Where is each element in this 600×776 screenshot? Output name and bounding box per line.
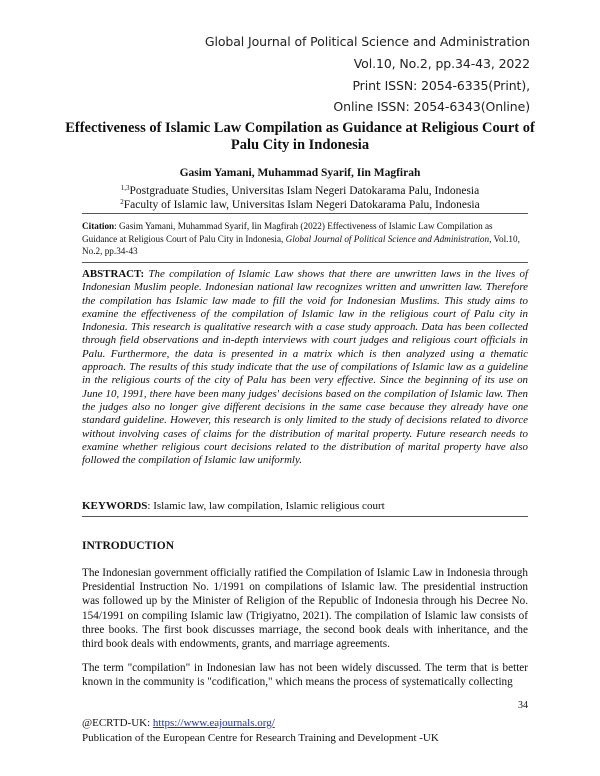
affiliation-1-sup: 1,3 <box>120 184 130 192</box>
introduction-paragraph-2: The term "compilation" in Indonesian law has not been widely discussed. The term that is better known in the community is "codification," which means the process of systematically collecting <box>82 662 528 689</box>
keywords <box>82 500 528 512</box>
citation-text: : Gasim Yamani, Muhammad Syarif, Iin Magfirah (2022) Effectiveness of Islamic Law Compilation as Guidance at Religious Court of Palu City in Indonesia, <box>82 221 493 244</box>
citation-journal: Global Journal of Political Science and Administration <box>285 233 490 244</box>
introduction-paragraph-1: The Indonesian government officially ratified the Compilation of Islamic Law in Indonesia through Presidential Instruction No. 1/1991 on compilations of Islamic law. The presidential instruction was followed up by the Minister of Religion of the Republic of Indonesia through his Decree No. 154/1991 on compiling Islamic law (Trigiyatno, 2021). The compilation of Islamic law consists of three books. The first book discusses marriage, the second book deals with inheritance, and the third book deals with endowments, grants, and marriage agreements. <box>82 567 528 651</box>
online-issn: Online ISSN: 2054-6343(Online) <box>333 99 530 114</box>
footer-ecrtd <box>82 716 275 730</box>
citation-label: Citation <box>82 221 115 231</box>
introduction-heading: INTRODUCTION <box>82 540 175 552</box>
journal-volume: Vol.10, No.2, pp.34-43, 2022 <box>353 56 530 71</box>
divider-top <box>82 213 528 214</box>
keywords-label: KEYWORDS <box>82 500 148 512</box>
journal-name: Global Journal of Political Science and Administration <box>204 34 530 49</box>
divider-citation <box>82 262 528 263</box>
keywords-text: : Islamic law, law compilation, Islamic religious court <box>147 500 385 512</box>
citation-tail: , Vol.10, No.2, pp.34-43 <box>82 233 520 256</box>
abstract-label: ABSTRACT: <box>82 268 145 280</box>
divider-keywords <box>82 516 528 517</box>
paper-authors: Gasim Yamani, Muhammad Syarif, Iin Magfirah <box>179 167 421 179</box>
affiliation-2-text: Faculty of Islamic law, Universitas Islam Negeri Datokarama Palu, Indonesia <box>123 199 480 211</box>
page-number: 34 <box>518 700 528 711</box>
footer-link[interactable]: https://www.eajournals.org/ <box>152 717 275 729</box>
print-issn: Print ISSN: 2054-6335(Print), <box>352 78 530 93</box>
abstract <box>82 268 528 467</box>
affiliation-2-sup: 2 <box>120 198 124 206</box>
citation <box>82 220 528 258</box>
paper-title: Effectiveness of Islamic Law Compilation as Guidance at Religious Court of Palu City in Indonesia <box>65 120 535 153</box>
affiliation-1-text: Postgraduate Studies, Universitas Islam Negeri Datokarama Palu, Indonesia <box>129 185 480 197</box>
footer-publisher: Publication of the European Centre for Research Training and Development -UK <box>82 732 439 744</box>
footer-prefix: @ECRTD-UK: <box>82 717 153 729</box>
abstract-text: The compilation of Islamic Law shows that there are unwritten laws in the lives of Indonesian Muslim people. Indonesian national law recognizes written and unwritten law. Therefore the compilation has Islamic law made to fill the void for Indonesian Muslims. This study aims to examine the effectiveness of the compilation of Islamic law in the religious court of Palu city in Indonesia. This research is qualitative research with a case study approach. Data has been collected through field observations and in-depth interviews with court judges and religious court officials in Palu. Furthermore, the data is presented in a matrix which is then analyzed using a thematic approach. The results of this study indicate that the use of compilations of Islamic law as a guideline in the religious courts of the city of Palu has been very effective. Since the beginning of its use on June 10, 1991, there have been many judges' decisions based on the compilation of Islamic law. Then the judges also no longer give different decisions in the same case because they already have one standard guideline. However, this research is only limited to the study of decisions related to divorce without involving cases of claims for the distribution of marital property. Future research needs to examine whether religious court decisions related to the distribution of marital property have also followed the compilation of Islamic law uniformly. <box>82 268 528 467</box>
affiliation-2 <box>60 195 540 212</box>
